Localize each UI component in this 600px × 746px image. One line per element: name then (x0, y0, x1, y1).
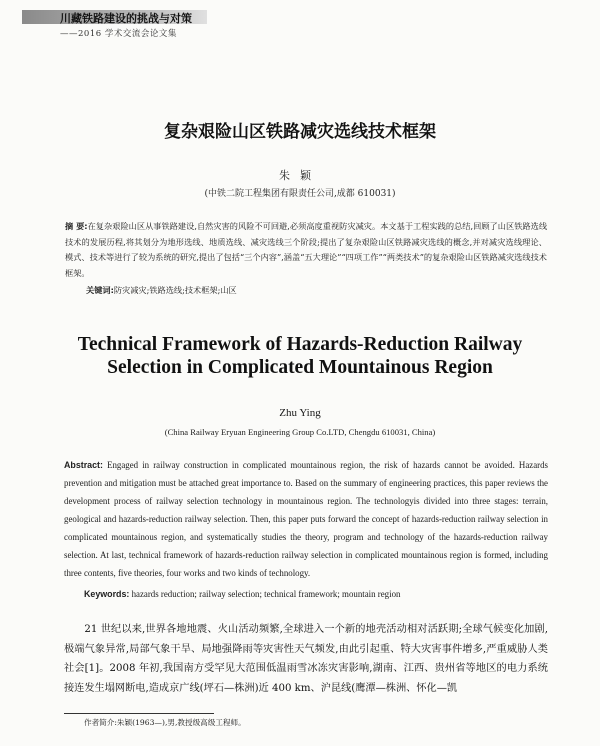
chinese-author: 朱颖 (279, 169, 321, 182)
english-affiliation: (China Railway Eryuan Engineering Group Co.LTD, Chengdu 610031, China) (164, 427, 436, 437)
chinese-abstract-text: 在复杂艰险山区从事铁路建设,自然灾害的风险不可回避,必须高度重视防灾减灾。本文基于工程实践的总结,回顾了山区铁路选线技术的发展历程,将其划分为地形选线、地质选线、减灾选线三个阶段;提出了复杂艰险山区铁路减灾选线的概念,并对减灾选线理论、模式、技术等进行了较为系统的研究,提出了包括“三个内容”,涵盖“五大理论”“四项工作”“两类技术”的复杂艰险山区铁路减灾选线技术框架。 (65, 221, 548, 278)
english-keywords-text: hazards reduction; railway selection; technical framework; mountain region (129, 589, 401, 599)
chinese-keywords-label: 关键词: (86, 285, 114, 295)
footnote-divider (64, 713, 214, 714)
header-subtitle: ——2016 学术交流会论文集 (60, 29, 177, 39)
english-keywords-label: Keywords: (84, 589, 130, 599)
english-title-line-2: Selection in Complicated Mountainous Region (107, 357, 493, 378)
english-author: Zhu Ying (279, 407, 321, 419)
author-footnote: 作者简介:朱颖(1963—),男,教授级高级工程师。 (84, 718, 246, 727)
chinese-abstract (65, 219, 547, 281)
english-keywords (84, 589, 554, 599)
chinese-keywords-text: 防灾减灾;铁路选线;技术框架;山区 (113, 285, 237, 295)
english-abstract-label: Abstract: (64, 460, 103, 470)
english-title (0, 333, 600, 379)
chinese-abstract-label: 摘 要: (65, 221, 88, 231)
english-abstract (64, 456, 548, 582)
body-paragraph: 21 世纪以来,世界各地地震、火山活动频繁,全球进入一个新的地壳活动相对活跃期;全球气候变化加剧,极端气象异常,局部气象干旱、局地强降雨等灾害性天气频发,由此引起重、特大灾害事件增多,严重威胁人类社会[1]。2008 年初,我国南方受罕见大范围低温雨雪冰冻灾害影响,湖南、江西、贵州省等地区的电力系统接连发生塌网断电,造成京广线(坪石—株洲)近 400 km、沪昆线(鹰潭—株洲、怀化—凯 (64, 624, 548, 694)
chinese-affiliation: (中铁二院工程集团有限责任公司,成都 610031) (204, 189, 396, 199)
english-title-line-1: Technical Framework of Hazards-Reduction Railway (77, 334, 523, 355)
chinese-keywords (86, 285, 546, 296)
english-abstract-text: Engaged in railway construction in complicated mountainous region, the risk of hazards cannot be avoided. Hazards prevention and mitigation must be attached great importance to. Based on the summary of engineering practices, this paper reviews the development process of railway selection technology in mountainous region. The technologyis divided into three stages: terrain, geological and hazards-reduction railway selection. Then, this paper puts forward the concept of hazards-reduction railway selection in complicated mountainous region, and systematically studies the theory, program and technology of the hazards-reduction railway selection. At last, technical framework of hazards-reduction railway selection in complicated mountainous region is formed, including three contents, five theories, four works and two kinds of technology. (64, 460, 548, 578)
running-header (22, 8, 222, 42)
header-title: 川藏铁路建设的挑战与对策 (60, 12, 192, 25)
chinese-title: 复杂艰险山区铁路减灾选线技术框架 (164, 122, 436, 142)
